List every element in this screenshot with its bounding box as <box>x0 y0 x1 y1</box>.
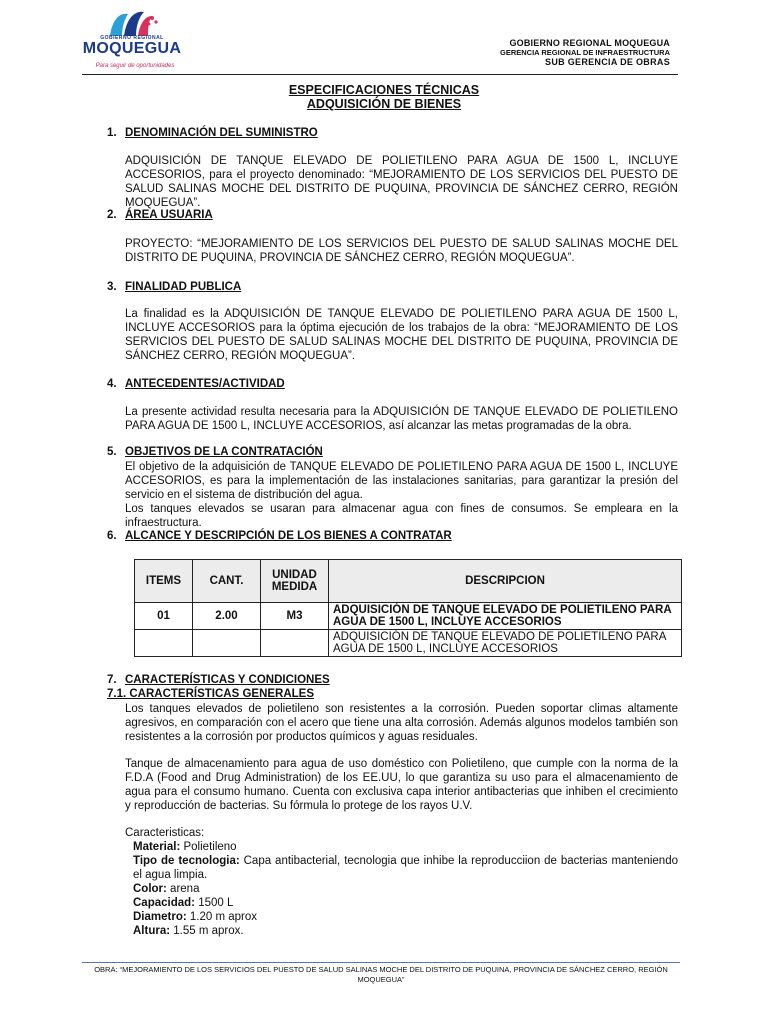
feature-value: Polietileno <box>180 841 237 853</box>
section-number: 4. <box>107 378 117 390</box>
section-label: FINALIDAD PUBLICA <box>125 281 242 293</box>
feature-key: Capacidad: <box>133 897 195 909</box>
section-5-text: El objetivo de la adquisición de TANQUE ELEVADO DE POLIETILENO PARA AGUA DE 1500 L, INCLUYE ACCESORIOS, es para la implementación de las instalaciones sanitarias, para garantizar la presión del servicio en el sistema de distribución del agua. <box>125 461 678 501</box>
goods-table <box>134 559 682 657</box>
table-cell-desc: ADQUISICIÓN DE TANQUE ELEVADO DE POLIETILENO PARA AGUA DE 1500 L, INCLUYE ACCESORIOS <box>329 603 682 630</box>
feature-height <box>133 924 678 938</box>
feature-diameter <box>133 910 678 924</box>
section-2-text: PROYECTO: “MEJORAMIENTO DE LOS SERVICIOS DEL PUESTO DE SALUD SALINAS MOCHE DEL DISTRITO DE PUQUINA, PROVINCIA DE SÁNCHEZ CERRO, REGIÓN MOQUEGUA”. <box>125 238 678 264</box>
section-7-heading <box>107 674 330 686</box>
header-institution <box>500 38 670 67</box>
subsection-7-1-heading: 7.1. CARACTERÍSTICAS GENERALES <box>107 688 315 700</box>
footer-text: OBRA: “MEJORAMIENTO DE LOS SERVICIOS DEL PUESTO DE SALUD SALINAS MOCHE DEL DISTRITO DE PUQUINA, PROVINCIA DE SÁNCHEZ CERRO, REGIÓN MOQUEGUA” <box>94 965 668 984</box>
section-1-heading <box>107 127 318 139</box>
feature-key: Material: <box>133 841 181 853</box>
section-label: ALCANCE Y DESCRIPCIÓN DE LOS BIENES A CONTRATAR <box>125 530 452 542</box>
header-line-1: GOBIERNO REGIONAL MOQUEGUA <box>509 38 670 48</box>
section-7-1-text-1: Los tanques elevados de polietileno son resistentes a la corrosión. Pueden soportar climas altamente agresivos, en comparación con el acero que tiene una alta corrosión. Además algunos modelos también son resistentes a la corrosión por productos químicos y aguas residuales. <box>125 703 678 743</box>
feature-value: 1.55 m aprox. <box>170 925 244 937</box>
table-cell-cant: 2.00 <box>193 603 261 630</box>
logo-subtitle: GOBIERNO REGIONAL <box>100 35 164 41</box>
section-7-1-text-2: Tanque de almacenamiento para agua de uso doméstico con Polietileno, que cumple con la norma de la F.D.A (Food and Drug Administration) de los EE.UU, lo que garantiza su uso para el almacenamiento de agua para el consumo humano. Cuenta con exclusiva capa interior antibacterias que inhiben el crecimiento y reproducción de bacterias. Su fórmula lo protege de los rayos U.V. <box>125 758 678 812</box>
table-cell-item <box>135 630 193 657</box>
feature-key: Tipo de tecnologia: <box>133 855 240 867</box>
feature-key: Color: <box>133 883 167 895</box>
feature-value: 1.20 m aprox <box>186 911 258 923</box>
table-cell-item: 01 <box>135 603 193 630</box>
section-number: 2. <box>107 209 117 221</box>
section-label: CARACTERÍSTICAS Y CONDICIONES <box>125 674 330 686</box>
feature-value: 1500 L <box>195 897 234 909</box>
section-2-heading <box>107 209 213 221</box>
feature-material <box>133 840 678 854</box>
table-header-items: ITEMS <box>135 560 193 603</box>
section-number: 5. <box>107 446 117 458</box>
table-row <box>135 630 682 657</box>
section-label: ÁREA USUARIA <box>125 209 213 221</box>
section-3-heading <box>107 281 241 293</box>
logo-name: MOQUEGUA <box>82 40 182 57</box>
footer-divider <box>82 962 680 963</box>
feature-capacity <box>133 896 678 910</box>
table-cell-cant <box>193 630 261 657</box>
table-cell-desc: ADQUISICIÓN DE TANQUE ELEVADO DE POLIETILENO PARA AGUA DE 1500 L, INCLUYE ACCESORIOS <box>329 630 682 657</box>
feature-value: Capa antibacterial, tecnologia que inhibe la reproducciion de bacterias manteniendo el agua limpia. <box>133 855 678 881</box>
section-label: OBJETIVOS DE LA CONTRATACIÓN <box>125 446 323 458</box>
header-line-2: GERENCIA REGIONAL DE INFRAESTRUCTURA <box>499 48 670 57</box>
table-cell-unit <box>261 630 329 657</box>
section-number: 3. <box>107 281 117 293</box>
feature-value: arena <box>166 883 200 895</box>
characteristics-title: Caracteristicas: <box>125 827 205 839</box>
doc-subtitle: ADQUISICIÓN DE BIENES <box>306 97 462 111</box>
section-5-text-2: Los tanques elevados se usaran para almacenar agua con fines de consumos. Se empleara en la infraestructura. <box>125 503 678 529</box>
feature-technology <box>133 854 678 882</box>
table-header-cant: CANT. <box>193 560 261 603</box>
table-cell-unit: M3 <box>261 603 329 630</box>
section-5-heading <box>107 446 323 458</box>
section-number: 1. <box>107 127 117 139</box>
section-3-text: La finalidad es la ADQUISICIÓN DE TANQUE ELEVADO DE POLIETILENO PARA AGUA DE 1500 L, INCLUYE ACCESORIOS para la óptima ejecución de los trabajos de la obra: “MEJORAMIENTO DE LOS SERVICIOS DEL PUESTO DE SALUD SALINAS MOCHE DEL DISTRITO DE PUQUINA, PROVINCIA DE SÁNCHEZ CERRO, REGIÓN MOQUEGUA”. <box>125 308 678 362</box>
logo-slogan: Para seguir de oportunidades <box>95 63 175 69</box>
section-4-heading <box>107 378 285 390</box>
section-label: ANTECEDENTES/ACTIVIDAD <box>125 378 285 390</box>
doc-title: ESPECIFICACIONES TÉCNICAS <box>288 83 480 97</box>
moquegua-logo <box>82 6 182 76</box>
table-header-row <box>135 560 682 603</box>
feature-key: Diametro: <box>133 911 187 923</box>
table-header-descripcion: DESCRIPCION <box>329 560 682 603</box>
header-divider <box>82 74 678 75</box>
table-header-unidad: UNIDAD MEDIDA <box>261 560 329 603</box>
feature-key: Altura: <box>133 925 171 937</box>
header-line-3: SUB GERENCIA DE OBRAS <box>545 57 670 67</box>
section-6-heading <box>107 530 452 542</box>
section-1-text: ADQUISICIÓN DE TANQUE ELEVADO DE POLIETILENO PARA AGUA DE 1500 L, INCLUYE ACCESORIOS, para el proyecto denominado: “MEJORAMIENTO DE LOS SERVICIOS DEL PUESTO DE SALUD SALINAS MOCHE DEL DISTRITO DE PUQUINA, PROVINCIA DE SÁNCHEZ CERRO, REGIÓN MOQUEGUA”. <box>125 155 678 209</box>
feature-color <box>133 882 678 896</box>
section-number: 7. <box>107 674 117 686</box>
table-row <box>135 603 682 630</box>
section-label: DENOMINACIÓN DEL SUMINISTRO <box>125 127 318 139</box>
section-4-text: La presente actividad resulta necesaria para la ADQUISICIÓN DE TANQUE ELEVADO DE POLIETILENO PARA AGUA DE 1500 L, INCLUYE ACCESORIOS, así alcanzar las metas programadas de la obra. <box>125 406 678 432</box>
section-number: 6. <box>107 530 117 542</box>
